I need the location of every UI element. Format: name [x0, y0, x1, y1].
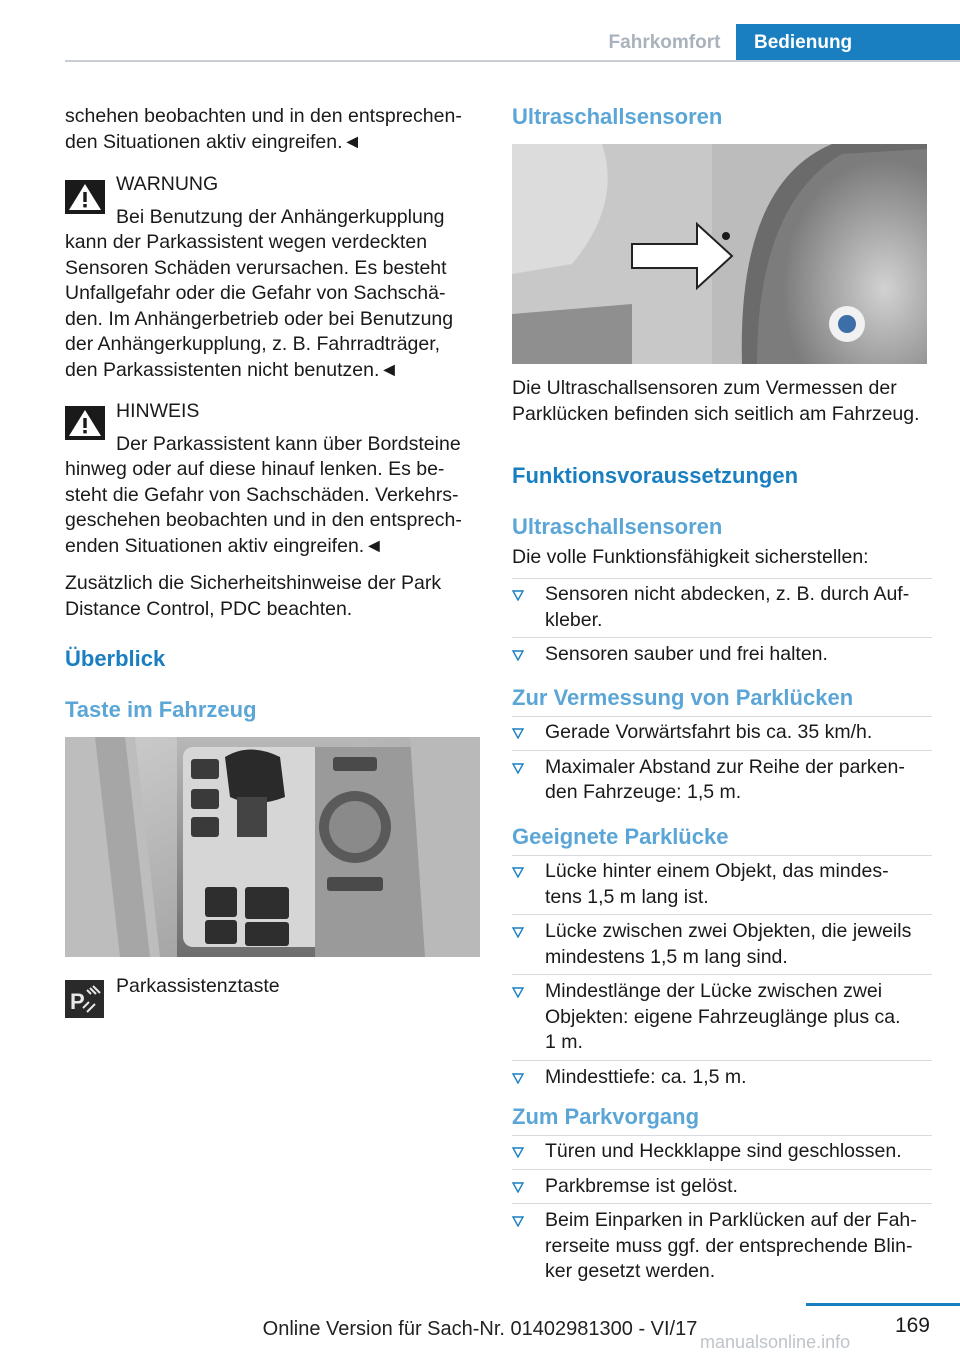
list-item	[512, 1065, 932, 1091]
tab-bedienung[interactable]: Bedienung	[736, 24, 960, 62]
heading-funktionsvoraussetzungen: Funktionsvoraussetzungen	[512, 463, 799, 488]
bullet-triangle-icon	[512, 866, 524, 878]
warning-block	[65, 172, 485, 383]
zusatz-block	[65, 571, 485, 622]
list-line: ker gesetzt werden.	[545, 1260, 716, 1282]
hinweis-line: hinweg oder auf diese hinauf lenken. Es be-	[65, 458, 445, 480]
bullet-triangle-icon	[512, 589, 524, 601]
list-line: Sensoren nicht abdecken, z. B. durch Auf-	[545, 583, 910, 605]
heading-ultraschallsensoren-2: Ultraschallsensoren	[512, 514, 723, 539]
svg-text:P: P	[70, 989, 85, 1014]
hinweis-title: HINWEIS	[116, 400, 200, 422]
list-item	[512, 859, 932, 910]
footer-rule	[806, 1303, 960, 1306]
intro-line-1: schehen beobachten und in den entsprechen-	[65, 105, 462, 127]
hinweis-line: Der Parkassistent kann über Bordsteine	[116, 432, 461, 455]
list-line: kleber.	[545, 608, 603, 631]
list-item	[512, 1208, 932, 1285]
list-separator	[512, 1060, 932, 1061]
list-item	[512, 755, 932, 806]
bullet-triangle-icon	[512, 986, 524, 998]
sensor-desc-line-1: Die Ultraschallsensoren zum Vermessen der	[512, 377, 897, 399]
heading-ultraschallsensoren: Ultraschallsensoren	[512, 104, 723, 129]
heading-geeignete-parkluecke: Geeignete Parklücke	[512, 824, 729, 849]
bullet-triangle-icon	[512, 1072, 524, 1084]
bullet-triangle-icon	[512, 649, 524, 661]
warning-line: Bei Benutzung der Anhängerkupplung	[116, 205, 445, 228]
list-vermessung	[512, 716, 932, 806]
header-rule	[65, 60, 960, 62]
bullet-triangle-icon	[512, 1215, 524, 1227]
center-console-image	[65, 737, 480, 957]
list-separator	[512, 974, 932, 975]
list-parkvorgang	[512, 1135, 932, 1285]
list-separator	[512, 578, 932, 579]
heading-parkvorgang: Zum Parkvorgang	[512, 1104, 700, 1129]
list-line: rerseite muss ggf. der entsprechende Blin-	[545, 1234, 913, 1257]
list-line: mindestens 1,5 m lang sind.	[545, 945, 788, 968]
warning-line: den. Im Anhängerbetrieb oder bei Benutzung	[65, 307, 454, 330]
warning-line: kann der Parkassistent wegen verdeckten	[65, 231, 428, 253]
list-line: tens 1,5 m lang ist.	[545, 885, 709, 908]
bullet-triangle-icon	[512, 1181, 524, 1193]
list-line: Parkbremse ist gelöst.	[545, 1174, 738, 1197]
list-item	[512, 582, 932, 633]
list-separator	[512, 716, 932, 717]
sensor-description	[512, 376, 932, 427]
zusatz-line-2: Distance Control, PDC beachten.	[65, 597, 353, 620]
list-line: Türen und Heckklappe sind geschlossen.	[545, 1140, 902, 1162]
warning-line: den Parkassistenten nicht benutzen.◄	[65, 358, 399, 381]
sensor-location-image	[512, 144, 927, 364]
list-item	[512, 642, 932, 668]
list-item	[512, 1139, 932, 1165]
watermark: manualsonline.info	[700, 1332, 851, 1352]
list-line: Mindestlänge der Lücke zwischen zwei	[545, 980, 883, 1002]
list-item	[512, 979, 932, 1056]
left-column	[65, 104, 485, 155]
tab-fahrkomfort[interactable]: Fahrkomfort	[608, 32, 721, 53]
zusatz-line-1: Zusätzlich die Sicherheitshinweise der Park	[65, 572, 442, 594]
volle-funktion-text: Die volle Funktionsfähigkeit sicherstellen:	[512, 546, 869, 568]
warning-line: der Anhängerkupplung, z. B. Fahrradträger,	[65, 333, 441, 355]
heading-taste: Taste im Fahrzeug	[65, 697, 257, 722]
list-sensoren	[512, 578, 932, 668]
hinweis-line: enden Situationen aktiv eingreifen.◄	[65, 534, 384, 557]
list-separator	[512, 750, 932, 751]
intro-line-2: den Situationen aktiv eingreifen.◄	[65, 130, 362, 153]
list-separator	[512, 914, 932, 915]
hinweis-line: geschehen beobachten und in den entsprech-	[65, 509, 462, 531]
list-item	[512, 720, 932, 746]
heading-ueberblick: Überblick	[65, 646, 166, 671]
list-line: Maximaler Abstand zur Reihe der parken-	[545, 755, 905, 778]
hinweis-line: steht die Gefahr von Sachschäden. Verkehrs-	[65, 483, 459, 506]
list-geeignet	[512, 855, 932, 1090]
heading-vermessung: Zur Vermessung von Parklücken	[512, 685, 854, 710]
list-line: Lücke hinter einem Objekt, das mindes-	[545, 860, 889, 882]
list-separator	[512, 1135, 932, 1136]
list-line: Beim Einparken in Parklücken auf der Fah-	[545, 1209, 917, 1231]
list-line: Objekten: eigene Fahrzeuglänge plus ca.	[545, 1005, 901, 1028]
bullet-triangle-icon	[512, 926, 524, 938]
list-separator	[512, 855, 932, 856]
page-number: 169	[894, 1314, 930, 1337]
warning-line: Sensoren Schäden verursachen. Es besteht	[65, 256, 447, 279]
warning-title: WARNUNG	[116, 173, 219, 195]
sensor-desc-line-2: Parklücken befinden sich seitlich am Fahrzeug.	[512, 402, 920, 425]
button-label: Parkassistenztaste	[116, 975, 280, 997]
list-item	[512, 919, 932, 970]
park-assist-button-icon	[65, 980, 104, 1018]
list-line: Lücke zwischen zwei Objekten, die jeweils	[545, 920, 912, 942]
list-separator	[512, 1169, 932, 1170]
list-item	[512, 1174, 932, 1200]
list-line: den Fahrzeuge: 1,5 m.	[545, 781, 742, 803]
list-line: Mindesttiefe: ca. 1,5 m.	[545, 1065, 747, 1088]
bullet-triangle-icon	[512, 727, 524, 739]
list-line: Sensoren sauber und frei halten.	[545, 643, 828, 665]
warning-line: Unfallgefahr oder die Gefahr von Sachschä-	[65, 282, 446, 304]
list-line: Gerade Vorwärtsfahrt bis ca. 35 km/h.	[545, 721, 873, 743]
bullet-triangle-icon	[512, 1146, 524, 1158]
hinweis-block	[65, 399, 485, 559]
bullet-triangle-icon	[512, 762, 524, 774]
list-separator	[512, 637, 932, 638]
list-line: 1 m.	[545, 1031, 583, 1053]
list-separator	[512, 1203, 932, 1204]
online-version-note: Online Version für Sach-Nr. 01402981300 - VI/17	[262, 1318, 698, 1340]
